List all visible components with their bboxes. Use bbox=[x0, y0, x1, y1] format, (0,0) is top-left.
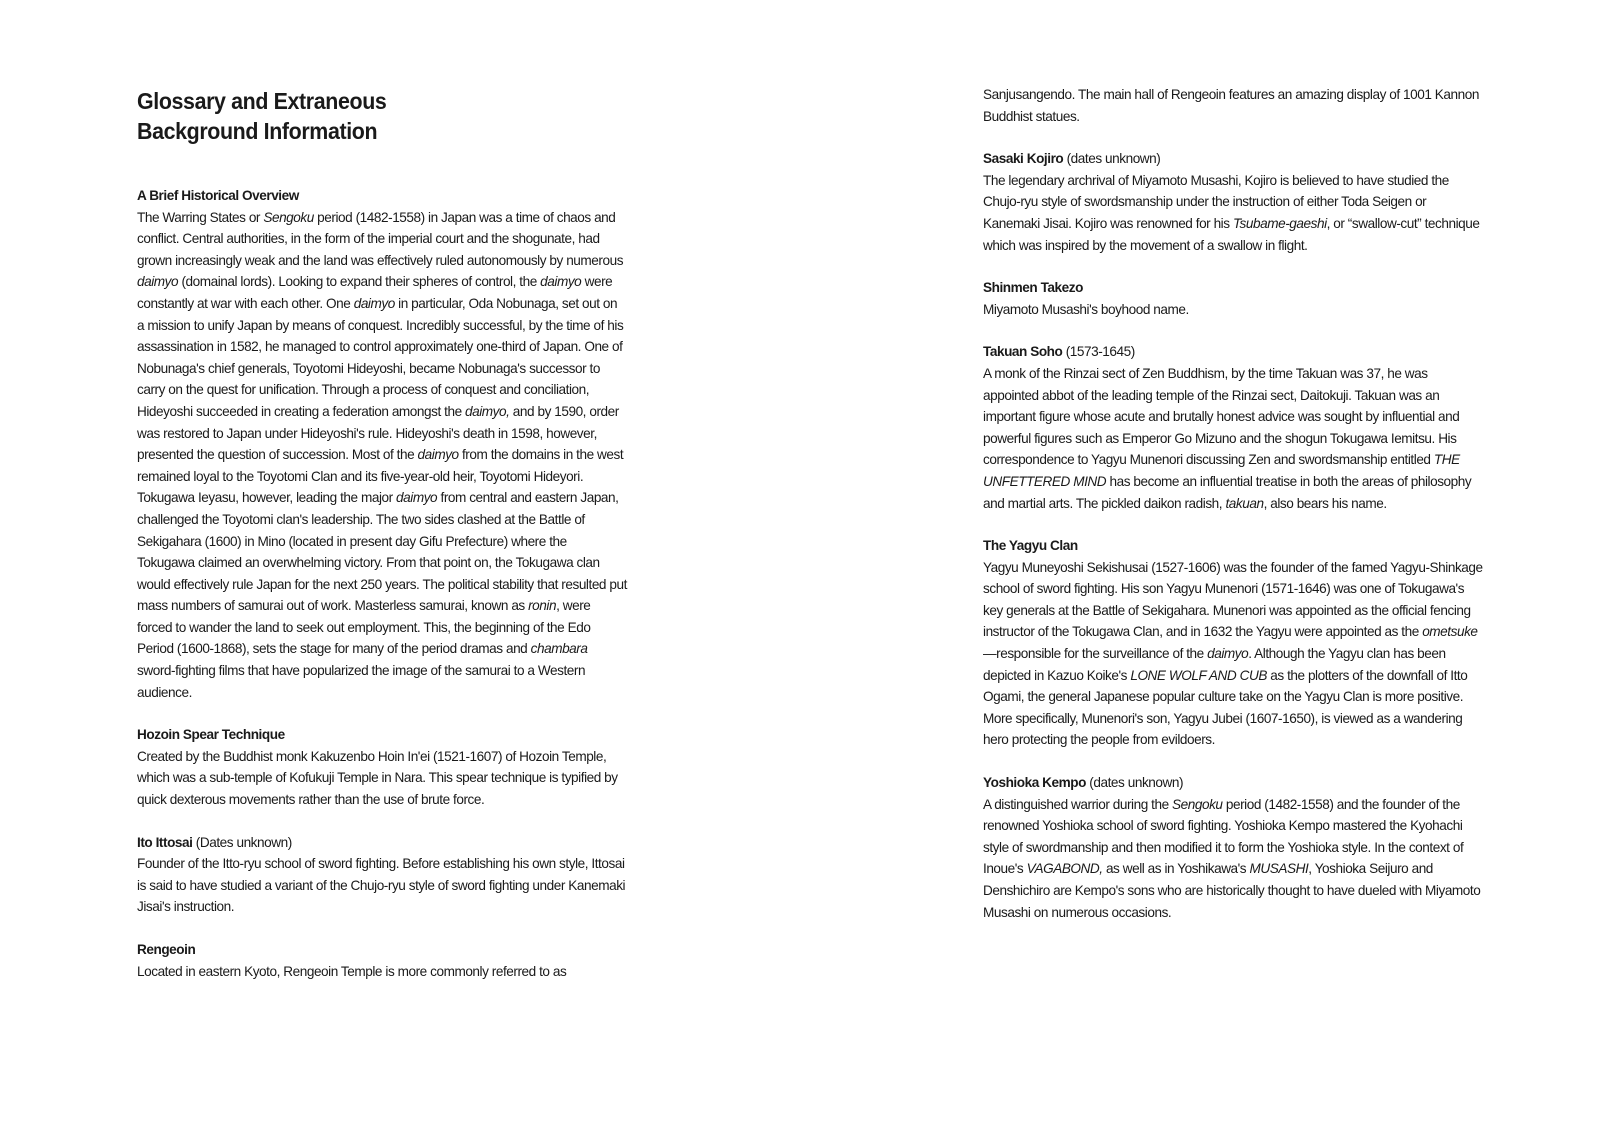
italic-term: daimyo bbox=[396, 490, 438, 506]
text-run: from the domains in the west remained loyal to the Toyotomi Clan and its five-year-old heir, Toyotomi Hideyori. Tokugawa Ieyasu, however, leading the major bbox=[137, 447, 624, 506]
text-run: The Warring States or bbox=[137, 209, 264, 225]
italic-term: Sengoku bbox=[1172, 796, 1223, 812]
text-run: from central and eastern Japan, challenged the Toyotomi clan's leadership. The two sides clashed at the Battle of Sekigahara (1600) in Mino (located in present day Gifu Prefecture) where the Tokugawa claimed an overwhelming victory. From that point on, the Tokugawa clan would effectively rule Japan for the next 250 years. The political stability that resulted put mass numbers of samurai out of work. Masterless samurai, known as bbox=[137, 490, 627, 614]
text-run: in particular, Oda Nobunaga, set out on a mission to unify Japan by means of conquest. Incredibly successful, by the time of his assassination in 1582, he managed to control approximately one-third of Japan. One of Nobunaga's chief generals, Toyotomi Hideyoshi, became Nobunaga's successor to carry on the quest for unification. Through a process of conquest and conciliation, Hideyoshi succeeded in creating a federation amongst the bbox=[137, 295, 624, 419]
text-run: , Yoshioka Seijuro and Denshichiro are Kempo's sons who are historically thought to have dueled with Miyamoto Musashi on numerous occasions. bbox=[983, 861, 1481, 920]
entry-body bbox=[983, 363, 1483, 514]
italic-term: daimyo bbox=[353, 295, 395, 311]
right-page bbox=[800, 0, 1600, 1145]
italic-term: daimyo bbox=[137, 274, 179, 290]
text-run: , were forced to wander the land to seek out employment. This, the beginning of the Edo Period (1600-1868), sets the stage for many of the period dramas and bbox=[137, 598, 591, 657]
entry-heading: Takuan Soho bbox=[983, 344, 1063, 360]
italic-term: Sengoku bbox=[263, 209, 314, 225]
text-run: as the plotters of the downfall of Itto Ogami, the general Japanese popular culture take on the Yagyu Clan is more positive. More specifically, Munenori's son, Yagyu Jubei (1607-1650), is viewed as a wandering hero protecting the people from evildoers. bbox=[983, 667, 1468, 748]
entry-body bbox=[137, 207, 627, 704]
entry-historical-overview bbox=[137, 185, 627, 703]
text-run: has become an influential treatise in both the areas of philosophy and martial arts. The pickled daikon radish, bbox=[983, 473, 1472, 511]
entry-heading: Yoshioka Kempo bbox=[983, 775, 1086, 791]
italic-term: daimyo bbox=[1207, 646, 1249, 662]
entry-takuan-soho bbox=[983, 341, 1483, 514]
italic-term: daimyo, bbox=[465, 403, 510, 419]
entry-body: Located in eastern Kyoto, Rengeoin Temple is more commonly referred to as bbox=[137, 963, 567, 979]
entry-shinmen-takezo bbox=[983, 277, 1483, 320]
entry-rengeoin bbox=[137, 939, 627, 982]
entry-dates: (dates unknown) bbox=[1085, 775, 1184, 791]
text-run: sword-fighting films that have popularized the image of the samurai to a Western audience. bbox=[137, 663, 586, 700]
entry-yagyu-clan bbox=[983, 535, 1483, 751]
italic-term: ronin bbox=[528, 598, 557, 614]
text-run: (domainal lords). Looking to expand their spheres of control, the bbox=[178, 274, 541, 290]
entry-yoshioka-kempo bbox=[983, 772, 1483, 923]
entry-heading-line bbox=[983, 772, 1483, 794]
right-column bbox=[983, 84, 1483, 944]
text-run: A distinguished warrior during the bbox=[983, 796, 1173, 812]
entry-sasaki-kojiro bbox=[983, 148, 1483, 256]
text-run: , or “swallow-cut” technique which was inspired by the movement of a swallow in flight. bbox=[983, 215, 1480, 253]
italic-term: Tsubame-gaeshi bbox=[1232, 215, 1327, 231]
text-run: —responsible for the surveillance of the bbox=[983, 646, 1208, 662]
entry-heading-line bbox=[983, 341, 1483, 363]
text-run: and by 1590, order was restored to Japan under Hideyoshi's rule. Hideyoshi's death in 1598, however, presented the question of succession. Most of the bbox=[137, 403, 619, 463]
entry-ito-ittosai bbox=[137, 832, 627, 918]
entry-heading: Sasaki Kojiro bbox=[983, 151, 1064, 167]
entry-dates: (Dates unknown) bbox=[192, 834, 292, 850]
entry-body bbox=[983, 557, 1483, 751]
entry-rengeoin-continued bbox=[983, 84, 1483, 127]
text-run: Yagyu Muneyoshi Sekishusai (1527-1606) was the founder of the famed Yagyu-Shinkage school of sword fighting. His son Yagyu Munenori (1571-1646) was one of Tokugawa's key generals at the Battle of Sekigahara. Munenori was appointed as the official fencing instructor of the Tokugawa Clan, and in 1632 the Yagyu were appointed as the bbox=[983, 559, 1483, 640]
entry-body bbox=[983, 170, 1483, 256]
entry-heading: Rengeoin bbox=[137, 942, 196, 957]
entry-body: Sanjusangendo. The main hall of Rengeoin features an amazing display of 1001 Kannon Buddhist statues. bbox=[983, 87, 1479, 124]
italic-term: chambara bbox=[530, 641, 588, 657]
entry-hozoin bbox=[137, 724, 627, 810]
entry-heading-line bbox=[983, 148, 1483, 170]
entry-heading: Shinmen Takezo bbox=[983, 280, 1083, 296]
text-run: as well as in Yoshikawa's bbox=[1102, 861, 1250, 877]
italic-term: daimyo bbox=[417, 447, 459, 463]
text-run: The legendary archrival of Miyamoto Musashi, Kojiro is believed to have studied the Chujo-ryu style of swordsmanship under the instruction of either Toda Seigen or Kanemaki Jisai. Kojiro was renowned for his bbox=[983, 172, 1449, 231]
entry-dates: (1573-1645) bbox=[1062, 344, 1135, 360]
entry-heading: Hozoin Spear Technique bbox=[137, 727, 285, 743]
text-run: . Although the Yagyu clan has been depicted in Kazuo Koike's bbox=[983, 646, 1446, 683]
italic-term: ometsuke bbox=[1422, 624, 1478, 640]
left-column bbox=[137, 86, 627, 1003]
italic-term: daimyo bbox=[540, 274, 582, 290]
entry-body bbox=[983, 794, 1483, 924]
entry-body: Created by the Buddhist monk Kakuzenbo Hoin In'ei (1521-1607) of Hozoin Temple, which was a sub-temple of Kofukuji Temple in Nara. This spear technique is typified by quick dexterous movements rather than the use of brute force. bbox=[137, 748, 618, 808]
italic-term: THE UNFETTERED MIND bbox=[983, 452, 1460, 489]
italic-term: VAGABOND, bbox=[1026, 861, 1103, 877]
entry-heading: Ito Ittosai bbox=[137, 834, 193, 850]
italic-term: MUSASHI bbox=[1249, 861, 1309, 877]
text-run: , also bears his name. bbox=[1263, 495, 1387, 511]
text-run: period (1482-1558) in Japan was a time of chaos and conflict. Central authorities, in the form of the imperial court and the shogunate, had grown increasingly weak and the land was effectively ruled autonomously by numerous bbox=[137, 209, 624, 268]
entry-heading: The Yagyu Clan bbox=[983, 538, 1078, 554]
text-run: A monk of the Rinzai sect of Zen Buddhism, by the time Takuan was 37, he was appointed abbot of the leading temple of the Rinzai sect, Daitokuji. Takuan was an important figure whose acute and brutally honest advice was sought by influential and powerful figures such as Emperor Go Mizuno and the shogun Tokugawa Iemitsu. His correspondence to Yagyu Munenori discussing Zen and swordsmanship entitled bbox=[983, 365, 1460, 468]
text-run: were constantly at war with each other. One bbox=[137, 274, 613, 311]
entry-heading: A Brief Historical Overview bbox=[137, 188, 299, 203]
entry-dates: (dates unknown) bbox=[1063, 151, 1161, 167]
page-title: Glossary and Extraneous Background Information bbox=[137, 88, 387, 144]
italic-term: LONE WOLF AND CUB bbox=[1130, 667, 1267, 683]
italic-term: takuan bbox=[1225, 495, 1264, 511]
entry-body: Miyamoto Musashi's boyhood name. bbox=[983, 301, 1189, 317]
entry-heading-line bbox=[137, 832, 627, 854]
entry-body: Founder of the Itto-ryu school of sword fighting. Before establishing his own style, Ittosai is said to have studied a variant of the Chujo-ryu style of sword fighting under Kanemaki Jisai's instruction. bbox=[137, 856, 626, 915]
text-run: period (1482-1558) and the founder of the renowned Yoshioka school of sword fighting. Yoshioka Kempo mastered the Kyohachi style of swordmanship and then modified it to form the Yoshioka style. In the context of Inoue's bbox=[983, 796, 1464, 877]
